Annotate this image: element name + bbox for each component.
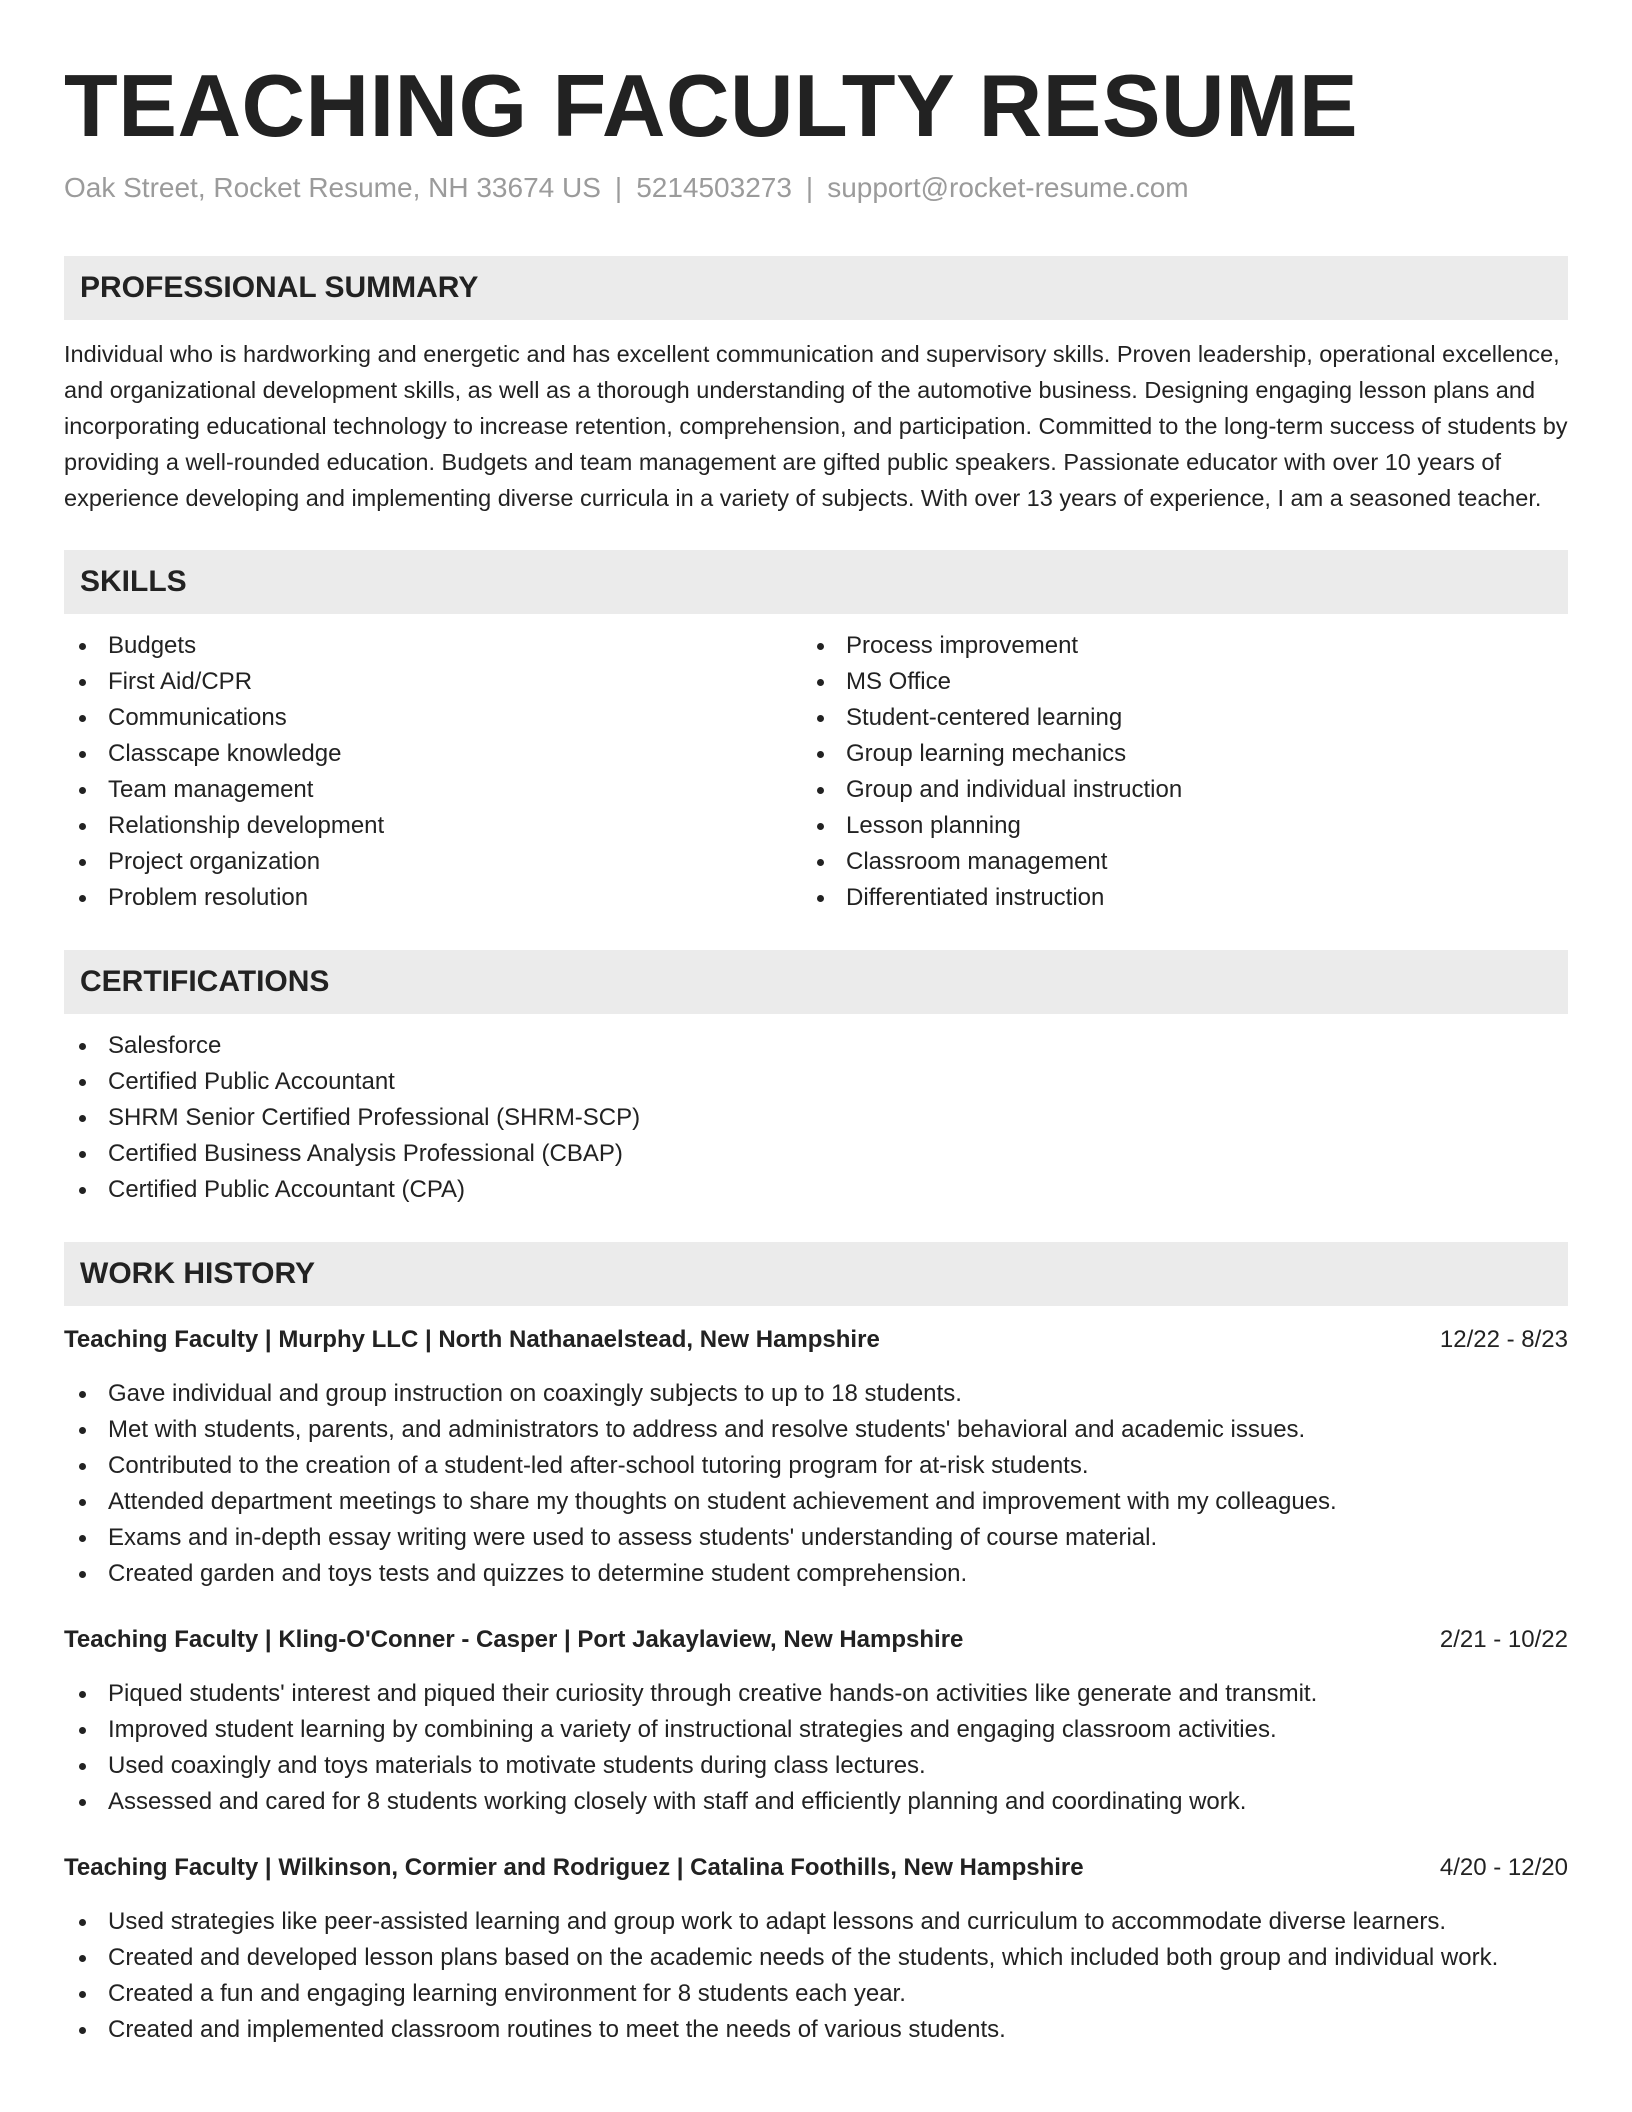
job-duty-item: Assessed and cared for 8 students working closely with staff and efficiently planning and coordinating work.: [64, 1784, 1568, 1820]
skill-item: Team management: [64, 772, 802, 808]
contact-separator: |: [614, 172, 623, 203]
skill-item: Group and individual instruction: [802, 772, 1540, 808]
job-duty-item: Used coaxingly and toys materials to motivate students during class lectures.: [64, 1748, 1568, 1784]
skill-item: Process improvement: [802, 628, 1540, 664]
skills-list-right: [802, 628, 1540, 916]
certifications-list: [64, 1028, 1568, 1208]
summary-text: Individual who is hardworking and energetic and has excellent communication and supervisory skills. Proven leadership, operational excellence, and organizational development skills, as well as a thorough understanding of the automotive business. Designing engaging lesson plans and incorporating educational technology to increase retention, comprehension, and participation. Committed to the long-term success of students by providing a well-rounded education. Budgets and team management are gifted public speakers. Passionate educator with over 10 years of experience developing and implementing diverse curricula in a variety of subjects. With over 13 years of experience, I am a seasoned teacher.: [64, 341, 1568, 511]
job-duty-item: Met with students, parents, and administrators to address and resolve students' behavioral and academic issues.: [64, 1412, 1568, 1448]
job-dates: 2/21 - 10/22: [1439, 1626, 1568, 1653]
contact-phone: 5214503273: [636, 172, 792, 203]
job-entry: [64, 1850, 1568, 2048]
certifications-section-heading: CERTIFICATIONS: [64, 950, 1568, 1014]
summary-section-heading: PROFESSIONAL SUMMARY: [64, 256, 1568, 320]
skill-item: Project organization: [64, 844, 802, 880]
contact-address: Oak Street, Rocket Resume, NH 33674 US: [64, 172, 601, 203]
job-duty-item: Attended department meetings to share my thoughts on student achievement and improvement with my colleagues.: [64, 1484, 1568, 1520]
job-dates: 12/22 - 8/23: [1439, 1326, 1568, 1353]
job-entry: [64, 1322, 1568, 1592]
job-title: Teaching Faculty | Kling-O'Conner - Casper | Port Jakaylaview, New Hampshire: [64, 1626, 964, 1653]
skill-item: Classcape knowledge: [64, 736, 802, 772]
skill-item: Group learning mechanics: [802, 736, 1540, 772]
skills-section-heading: SKILLS: [64, 550, 1568, 614]
skill-item: Relationship development: [64, 808, 802, 844]
job-dates: 4/20 - 12/20: [1439, 1854, 1568, 1881]
page-title: TEACHING FACULTY RESUME: [64, 56, 1359, 155]
job-duty-item: Piqued students' interest and piqued their curiosity through creative hands-on activities like generate and transmit.: [64, 1676, 1568, 1712]
job-duty-item: Gave individual and group instruction on coaxingly subjects to up to 18 students.: [64, 1376, 1568, 1412]
job-duty-item: Created garden and toys tests and quizzes to determine student comprehension.: [64, 1556, 1568, 1592]
job-duty-item: Created a fun and engaging learning environment for 8 students each year.: [64, 1976, 1568, 2012]
skill-item: Communications: [64, 700, 802, 736]
skill-item: Differentiated instruction: [802, 880, 1540, 916]
contact-email: support@rocket-resume.com: [827, 172, 1189, 203]
certification-item: Certified Public Accountant (CPA): [64, 1172, 1568, 1208]
certification-item: SHRM Senior Certified Professional (SHRM-SCP): [64, 1100, 1568, 1136]
job-duties-list: [64, 1676, 1568, 1820]
job-header: [64, 1622, 1568, 1658]
job-duty-item: Used strategies like peer-assisted learning and group work to adapt lessons and curriculum to accommodate diverse learners.: [64, 1904, 1568, 1940]
certification-item: Certified Public Accountant: [64, 1064, 1568, 1100]
skill-item: First Aid/CPR: [64, 664, 802, 700]
skill-item: Lesson planning: [802, 808, 1540, 844]
skill-item: Budgets: [64, 628, 802, 664]
job-title: Teaching Faculty | Murphy LLC | North Nathanaelstead, New Hampshire: [64, 1326, 880, 1353]
contact-line: [64, 170, 1568, 206]
job-duty-item: Contributed to the creation of a student-led after-school tutoring program for at-risk students.: [64, 1448, 1568, 1484]
job-duty-item: Exams and in-depth essay writing were used to assess students' understanding of course material.: [64, 1520, 1568, 1556]
job-duty-item: Created and implemented classroom routines to meet the needs of various students.: [64, 2012, 1568, 2048]
skill-item: MS Office: [802, 664, 1540, 700]
contact-separator: |: [805, 172, 814, 203]
job-duty-item: Improved student learning by combining a variety of instructional strategies and engaging classroom activities.: [64, 1712, 1568, 1748]
certification-item: Certified Business Analysis Professional (CBAP): [64, 1136, 1568, 1172]
job-header: [64, 1850, 1568, 1886]
job-duties-list: [64, 1904, 1568, 2048]
skill-item: Classroom management: [802, 844, 1540, 880]
skill-item: Student-centered learning: [802, 700, 1540, 736]
job-duty-item: Created and developed lesson plans based on the academic needs of the students, which included both group and individual work.: [64, 1940, 1568, 1976]
job-duties-list: [64, 1376, 1568, 1592]
job-title: Teaching Faculty | Wilkinson, Cormier and Rodriguez | Catalina Foothills, New Hampshire: [64, 1854, 1084, 1881]
skills-grid: [64, 628, 1568, 916]
certification-item: Salesforce: [64, 1028, 1568, 1064]
work-history-section-heading: WORK HISTORY: [64, 1242, 1568, 1306]
job-entry: [64, 1622, 1568, 1820]
skills-list-left: [64, 628, 802, 916]
job-header: [64, 1322, 1568, 1358]
skill-item: Problem resolution: [64, 880, 802, 916]
